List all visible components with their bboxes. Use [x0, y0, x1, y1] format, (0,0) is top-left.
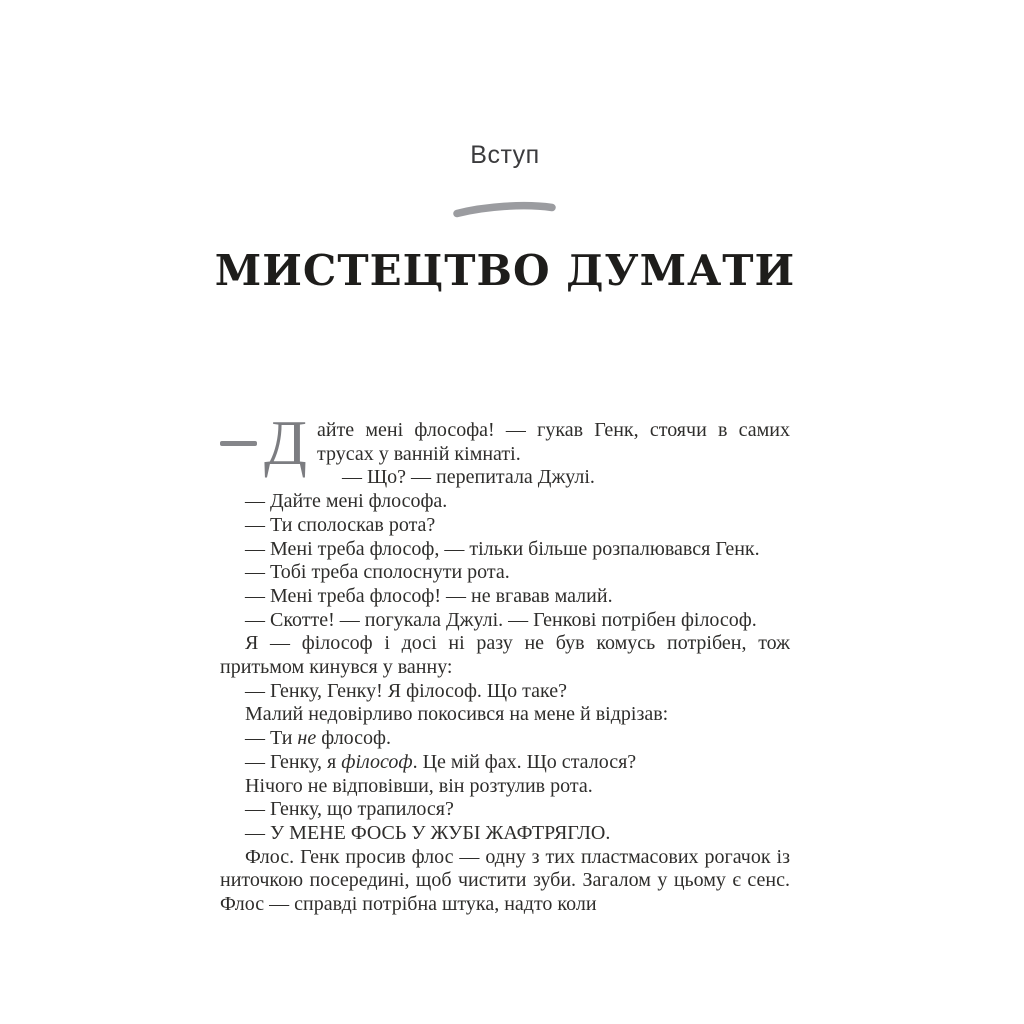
text-run: Малий недовірливо покосився на мене й відрізав: — [245, 703, 669, 726]
dropcap-letter: Д — [264, 408, 307, 478]
paragraph — [220, 798, 790, 822]
text-run: — Скотте! — погукала Джулі. — Генкові потрібен філософ. — [245, 608, 757, 631]
text-run: Флос. Генк просив флос — одну з тих пластмасових рогачок із ниточкою посередині, щоб чистити зуби. Загалом у цьому є сенс. Флос — справді потрібна штука, надто коли — [220, 845, 790, 916]
text-run: — Що? — перепитала Джулі. — [341, 466, 595, 489]
text-run: . Це мій фах. Що сталося? — [412, 750, 637, 773]
text-run: — Генку, Генку! Я філософ. Що таке? — [245, 679, 567, 702]
paragraph — [220, 751, 790, 775]
italic-text-run: не — [297, 727, 317, 750]
chapter-label: Вступ — [470, 141, 540, 169]
text-run: Нічого не відповівши, він розтулив рота. — [245, 774, 593, 797]
text-run: — У МЕНЕ ФОСЬ У ЖУБІ ЖАФТРЯГЛО. — [245, 821, 611, 844]
body-text — [220, 408, 790, 917]
text-run: флософ. — [316, 727, 392, 750]
text-run: — Ти сполоскав рота? — [245, 513, 436, 536]
text-run: — Генку, що трапилося? — [245, 798, 454, 821]
page-title: МИСТЕЦТВО ДУМАТИ — [214, 246, 796, 295]
drop-cap — [220, 408, 307, 478]
brush-stroke-icon — [452, 198, 558, 220]
paragraph — [220, 514, 790, 538]
paragraph — [220, 632, 790, 679]
text-run: — Мені треба флософ! — не вгавав малий. — [245, 584, 613, 607]
paragraph — [220, 703, 790, 727]
paragraph — [220, 822, 790, 846]
paragraph — [220, 561, 790, 585]
text-run: айте мені флософа! — гукав Генк, стоячи в самих трусах у ванній кімнаті. — [316, 419, 790, 465]
dropcap-dash — [220, 441, 257, 446]
paragraph — [220, 609, 790, 633]
text-run: — Тобі треба сполоснути рота. — [245, 561, 510, 584]
paragraph — [220, 727, 790, 751]
paragraph — [220, 775, 790, 799]
text-run: Я — філософ і досі ні разу не був комусь потрібен, тож притьмом кинувся у ванну: — [220, 632, 790, 679]
paragraph — [220, 585, 790, 609]
text-run: — Дайте мені флософа. — [245, 490, 448, 513]
paragraph — [220, 538, 790, 562]
paragraph — [220, 680, 790, 704]
text-run: — Генку, я — [245, 750, 342, 773]
italic-text-run: філософ — [341, 750, 413, 773]
text-run: — Ти — [245, 727, 298, 750]
paragraph — [220, 490, 790, 514]
brush-stroke-container — [220, 198, 790, 220]
paragraph — [220, 846, 790, 917]
text-run: — Мені треба флософ, — тільки більше розпалювався Генк. — [245, 537, 760, 560]
